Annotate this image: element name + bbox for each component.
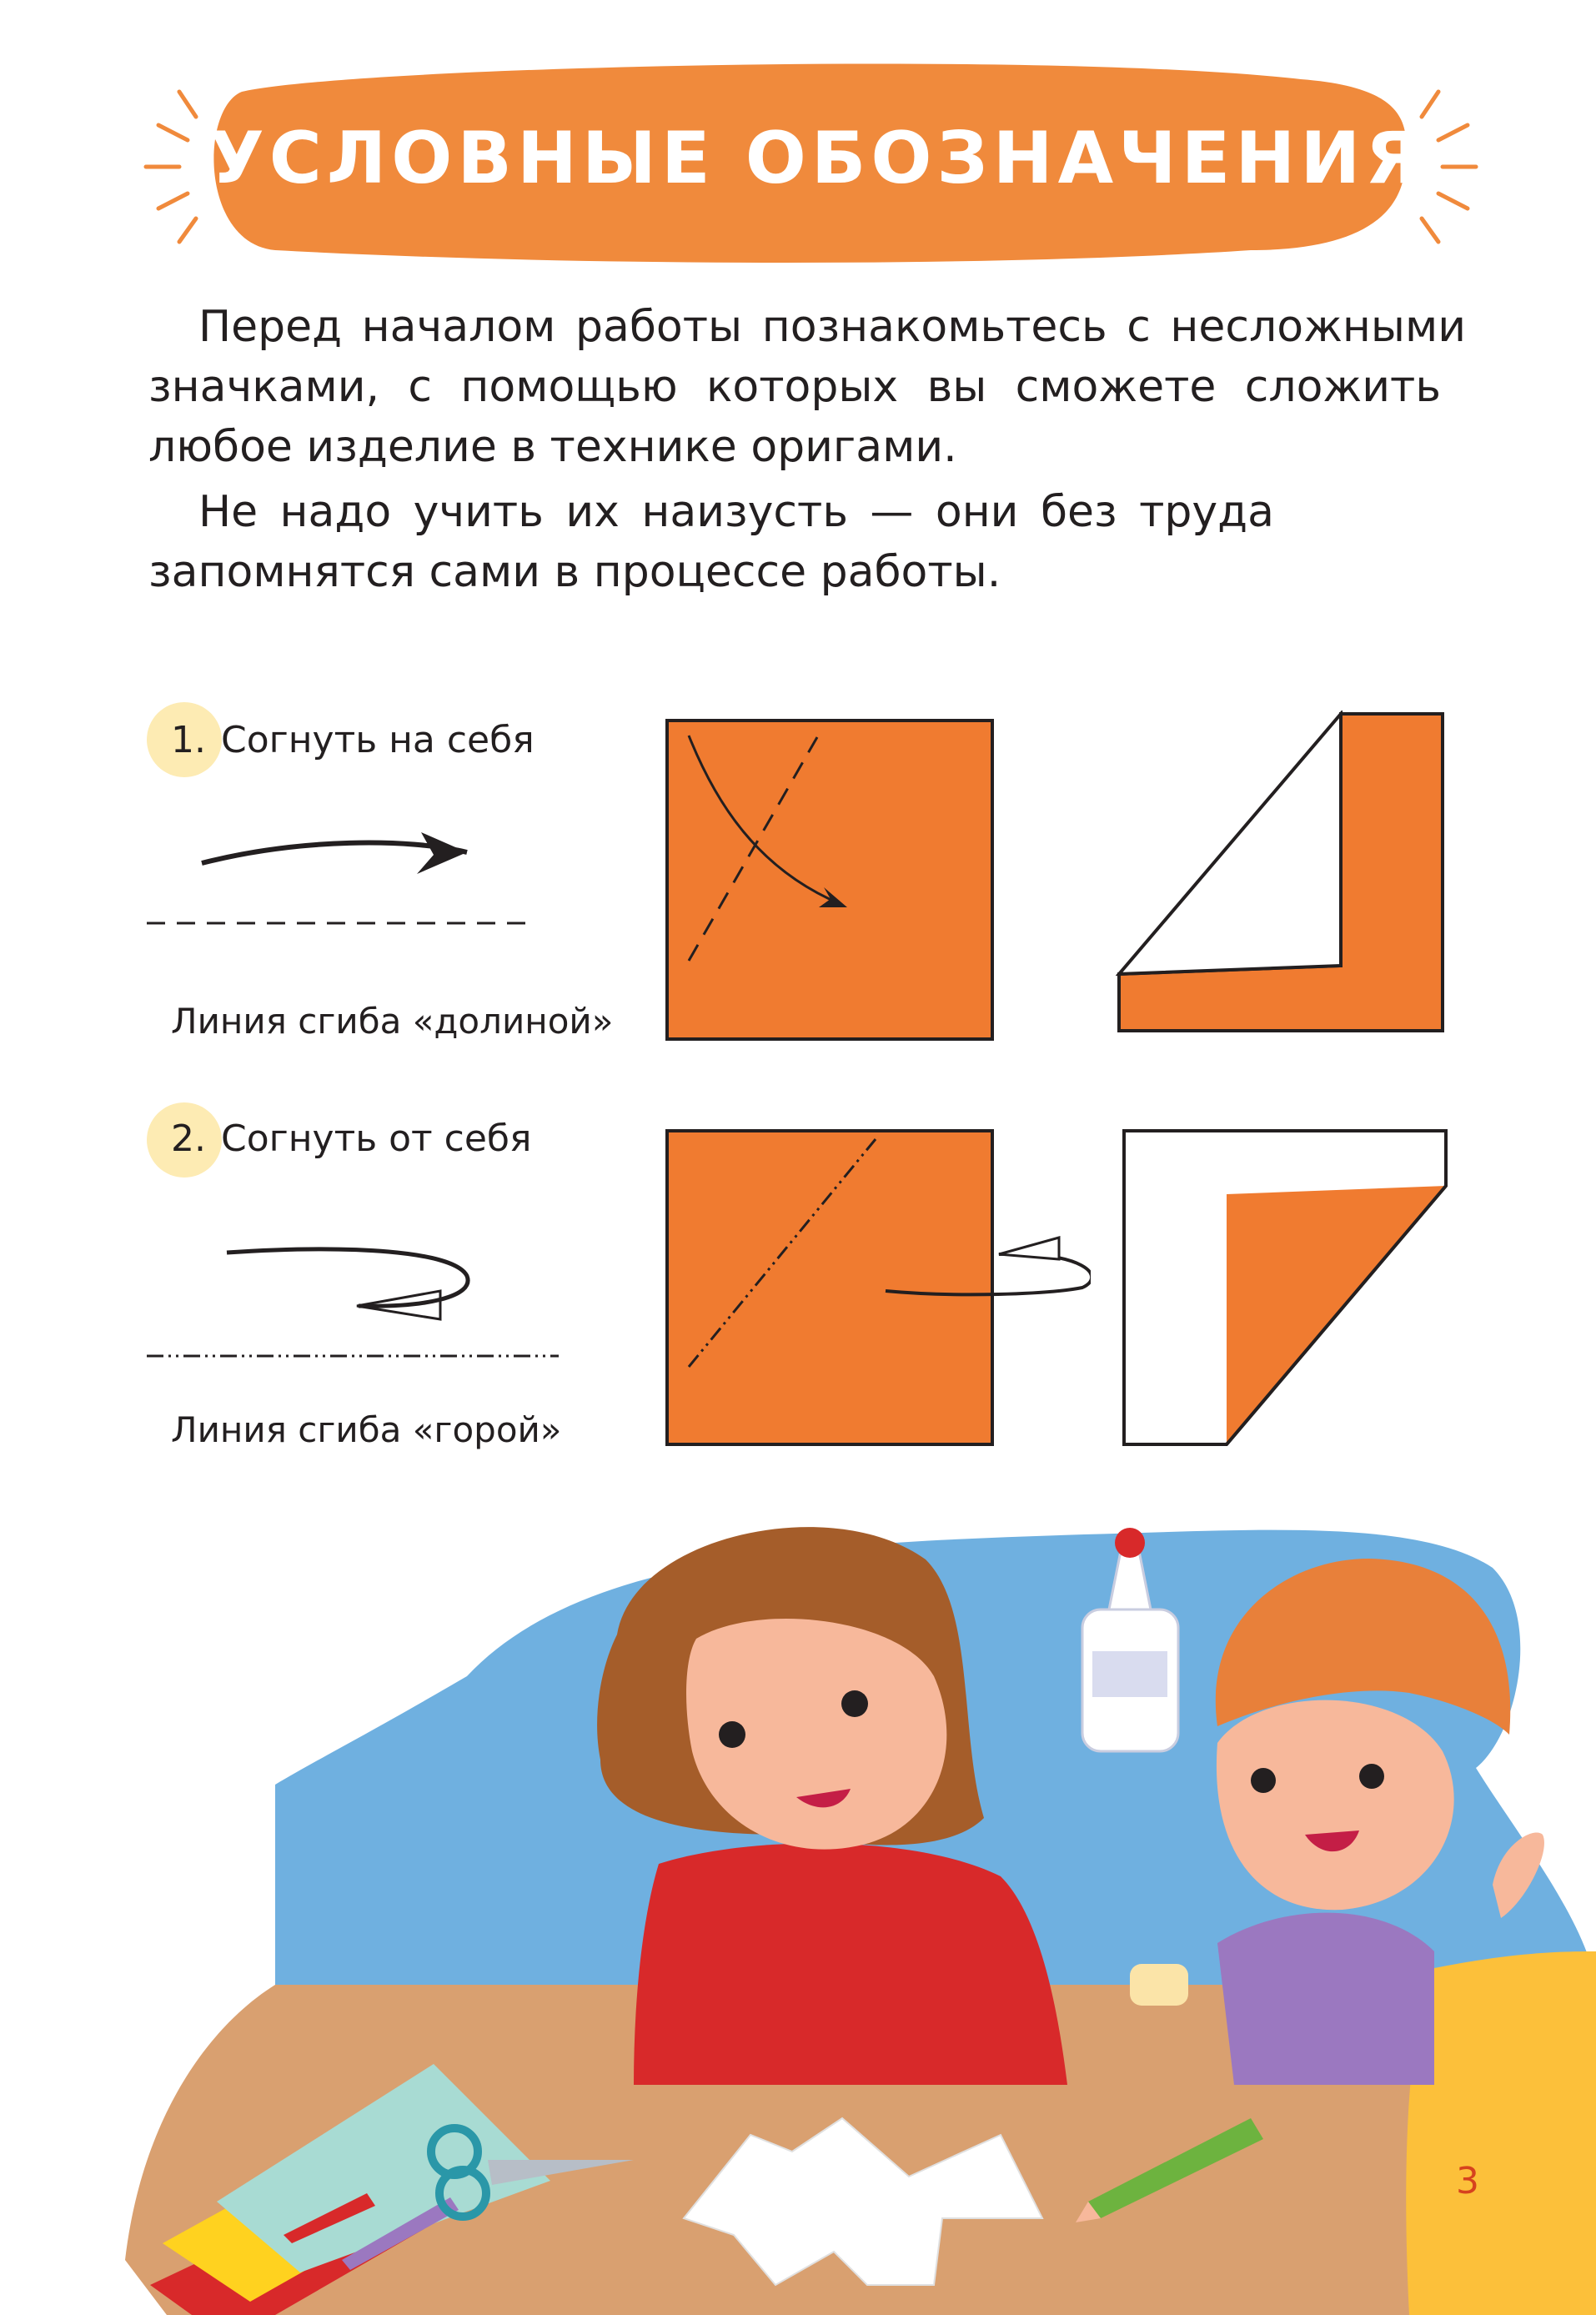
step-2-number: 2.: [171, 1117, 206, 1160]
intro-paragraph-2: [148, 482, 1466, 602]
intro-line: запомнятся сами в процессе работы.: [148, 547, 1001, 597]
intro-line: Перед началом работы познакомьтесь с несложными: [198, 302, 1466, 352]
page-title: УСЛОВНЫЕ ОБОЗНАЧЕНИЯ: [208, 117, 1426, 200]
mountain-fold-caption: Линия сгиба «горой»: [171, 1409, 562, 1450]
mountain-fold-symbol: [133, 1226, 567, 1368]
valley-fold-result: [1116, 711, 1448, 1036]
intro-paragraph-1: [148, 297, 1466, 477]
girl-body: [634, 1843, 1067, 2085]
fold-arrow-icon: [202, 843, 467, 863]
arrowhead-icon: [417, 832, 467, 874]
step-2-label: Согнуть от себя: [221, 1117, 532, 1160]
boy-body: [1217, 1913, 1434, 2085]
step-1-label: Согнуть на себя: [221, 719, 535, 761]
children-crafting-illustration: [0, 1484, 1596, 2315]
girl-eye-right: [841, 1690, 868, 1717]
intro-line: любое изделие в технике оригами.: [148, 422, 957, 472]
intro-line: значками, с помощью которых вы сможете сложить: [148, 362, 1441, 412]
valley-fold-square: [665, 719, 994, 1041]
girl-eye-left: [719, 1721, 745, 1748]
sparkle-right-icon: [1422, 92, 1476, 242]
page-corner-shape: [1406, 1951, 1596, 2315]
valley-fold-caption: Линия сгиба «долиной»: [171, 1001, 614, 1042]
eraser-icon: [1130, 1964, 1188, 2006]
intro-line: Не надо учить их наизусть — они без труда: [198, 487, 1274, 537]
step-1-number: 1.: [171, 719, 206, 761]
fold-arrow-icon: [227, 1249, 468, 1306]
sparkle-left-icon: [146, 92, 196, 242]
mountain-fold-result: [1122, 1129, 1449, 1446]
mountain-fold-arrow-icon: [882, 1226, 1091, 1351]
valley-fold-symbol: [133, 817, 550, 934]
boy-eye-right: [1359, 1764, 1384, 1789]
boy-eye-left: [1251, 1768, 1276, 1793]
page-number: 3: [1456, 2160, 1479, 2202]
